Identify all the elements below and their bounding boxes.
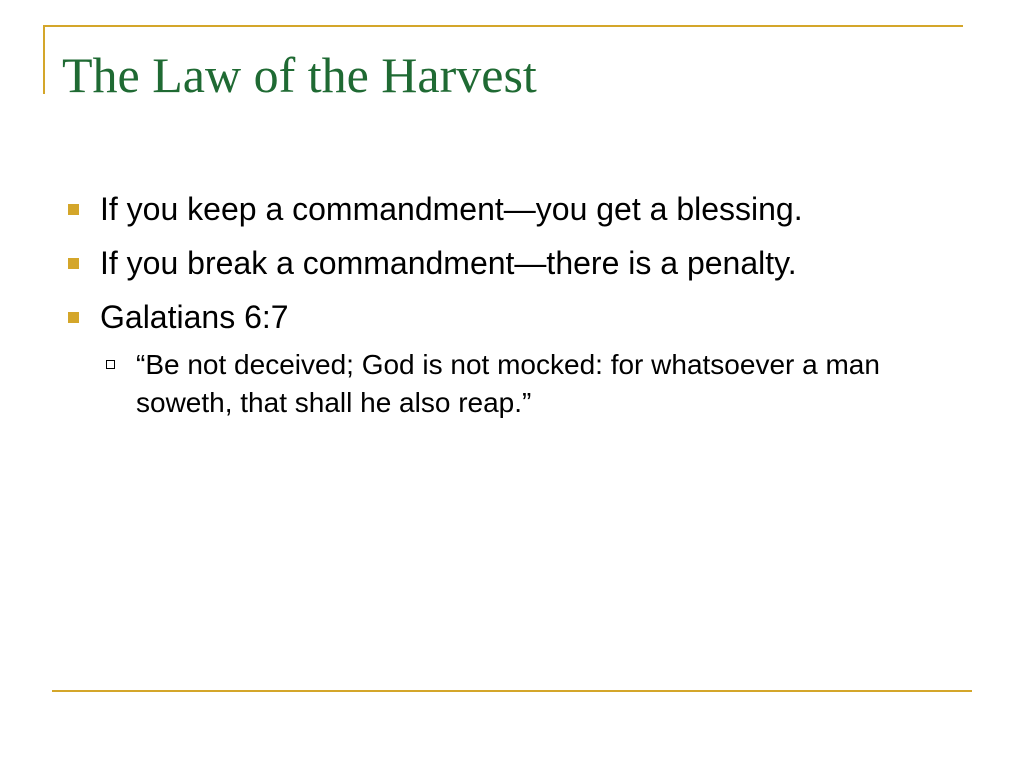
- hollow-square-bullet-icon: [106, 360, 115, 369]
- bullet-item: [66, 188, 946, 230]
- bullet-text: Galatians 6:7: [100, 299, 289, 335]
- bullet-item: [66, 296, 946, 338]
- square-bullet-icon: [68, 204, 79, 215]
- bullet-text: If you break a commandment—there is a penalty.: [100, 245, 797, 281]
- title-frame-vertical-line: [43, 25, 45, 94]
- title-frame-top-line: [43, 25, 963, 27]
- bullet-text: If you keep a commandment—you get a blessing.: [100, 191, 803, 227]
- slide-content: [66, 188, 946, 422]
- sub-bullet-item: [102, 346, 946, 422]
- footer-line: [52, 690, 972, 692]
- slide-title: The Law of the Harvest: [62, 47, 537, 103]
- sub-bullet-text: “Be not deceived; God is not mocked: for whatsoever a man soweth, that shall he also reap.”: [136, 349, 880, 418]
- square-bullet-icon: [68, 312, 79, 323]
- bullet-item: [66, 242, 946, 284]
- square-bullet-icon: [68, 258, 79, 269]
